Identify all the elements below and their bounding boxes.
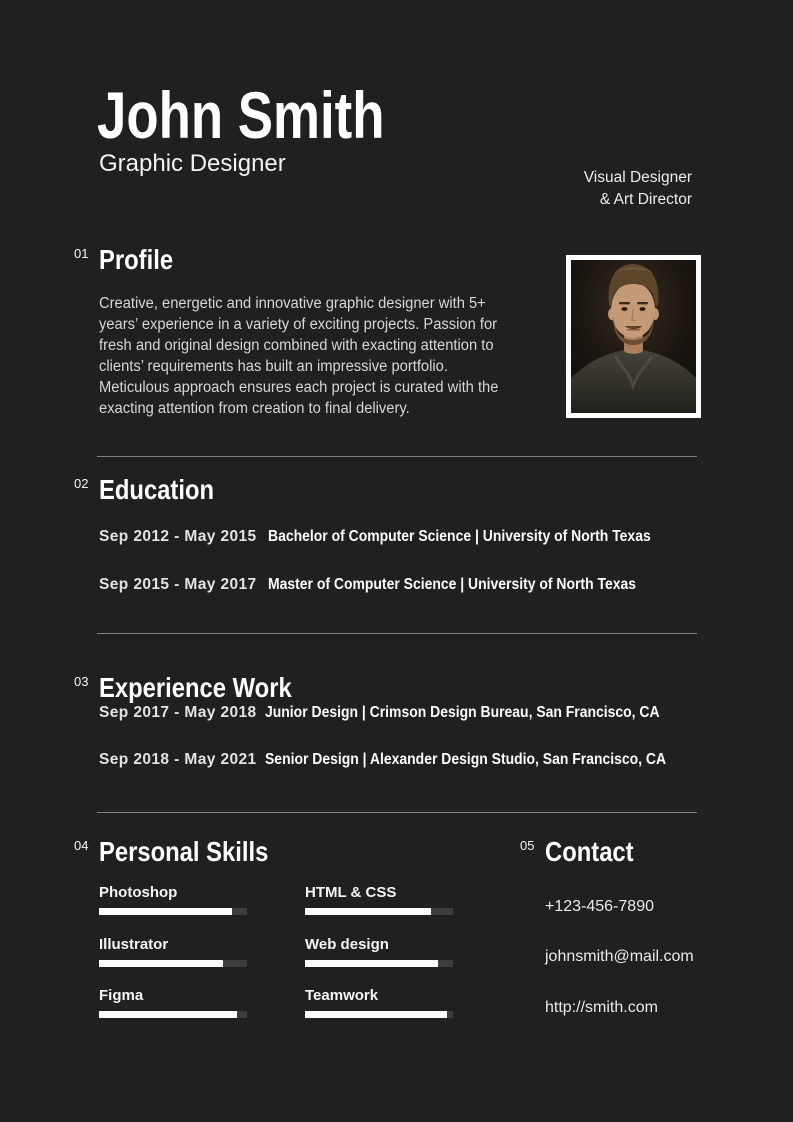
profile-text bbox=[99, 294, 498, 419]
skill-bar-track bbox=[305, 908, 453, 915]
job-title: Graphic Designer bbox=[99, 150, 286, 177]
education-dates: Sep 2015 - May 2017 bbox=[99, 576, 257, 593]
skill-label: Illustrator bbox=[99, 936, 169, 953]
experience-row bbox=[99, 751, 739, 771]
skill-label: Web design bbox=[305, 936, 389, 953]
experience-dates: Sep 2018 - May 2021 bbox=[99, 751, 257, 768]
skill-item bbox=[99, 936, 259, 970]
education-detail: Master of Computer Science | University of North Texas bbox=[268, 576, 636, 593]
skill-item bbox=[305, 987, 465, 1021]
section-number-contact: 05 bbox=[520, 838, 535, 853]
tagline-line-1: Visual Designer bbox=[583, 169, 692, 186]
name-heading: John Smith bbox=[97, 78, 385, 152]
skill-bar-track bbox=[99, 908, 247, 915]
profile-line: exacting attention from creation to final delivery. bbox=[99, 399, 410, 417]
skill-item bbox=[305, 884, 465, 918]
tagline bbox=[584, 167, 692, 210]
section-title-education: Education bbox=[99, 474, 215, 505]
experience-detail: Junior Design | Crimson Design Bureau, San Francisco, CA bbox=[265, 704, 660, 721]
skill-bar-fill bbox=[99, 960, 223, 967]
experience-detail: Senior Design | Alexander Design Studio, San Francisco, CA bbox=[265, 751, 667, 768]
skill-bar-fill bbox=[305, 960, 438, 967]
contact-email[interactable]: johnsmith@mail.com bbox=[545, 948, 694, 965]
skill-bar-track bbox=[99, 1011, 247, 1018]
skill-item bbox=[305, 936, 465, 970]
portrait-photo bbox=[566, 255, 701, 418]
section-number-education: 02 bbox=[74, 476, 89, 491]
section-number-skills: 04 bbox=[74, 838, 89, 853]
section-number-profile: 01 bbox=[74, 246, 89, 261]
education-detail: Bachelor of Computer Science | University of North Texas bbox=[268, 528, 651, 545]
skill-bar-track bbox=[305, 1011, 453, 1018]
contact-phone: +123-456-7890 bbox=[545, 898, 654, 915]
divider bbox=[97, 812, 697, 813]
portrait-illustration bbox=[571, 260, 696, 413]
skill-label: Figma bbox=[99, 987, 144, 1004]
skill-bar-fill bbox=[99, 1011, 237, 1018]
skill-label: Teamwork bbox=[305, 987, 379, 1004]
profile-line: Creative, energetic and innovative graphic designer with 5+ bbox=[99, 295, 486, 312]
education-dates: Sep 2012 - May 2015 bbox=[99, 528, 257, 545]
education-row bbox=[99, 528, 739, 548]
divider bbox=[97, 456, 697, 457]
skill-item bbox=[99, 884, 259, 918]
skill-item bbox=[99, 987, 259, 1021]
profile-line: years’ experience in a variety of exciting projects. Passion for bbox=[99, 315, 498, 333]
skill-bar-track bbox=[99, 960, 247, 967]
skill-bar-fill bbox=[99, 908, 232, 915]
section-title-contact: Contact bbox=[545, 836, 634, 867]
experience-dates: Sep 2017 - May 2018 bbox=[99, 704, 257, 721]
profile-line: fresh and original design combined with exacting attention to bbox=[99, 336, 494, 354]
profile-line: Meticulous approach ensures each project is curated with the bbox=[99, 378, 499, 396]
section-title-skills: Personal Skills bbox=[99, 836, 269, 867]
tagline-line-2: & Art Director bbox=[599, 190, 692, 208]
divider bbox=[97, 633, 697, 634]
skill-label: HTML & CSS bbox=[305, 884, 397, 901]
profile-line: clients’ requirements has built an impressive portfolio. bbox=[99, 357, 448, 375]
skill-bar-track bbox=[305, 960, 453, 967]
skill-bar-fill bbox=[305, 1011, 447, 1018]
skill-label: Photoshop bbox=[99, 884, 178, 901]
skill-bar-fill bbox=[305, 908, 431, 915]
contact-website[interactable]: http://smith.com bbox=[545, 999, 658, 1016]
education-row bbox=[99, 576, 739, 596]
experience-row bbox=[99, 704, 739, 724]
section-number-experience: 03 bbox=[74, 674, 89, 689]
section-title-experience: Experience Work bbox=[99, 672, 292, 703]
section-title-profile: Profile bbox=[99, 244, 174, 275]
